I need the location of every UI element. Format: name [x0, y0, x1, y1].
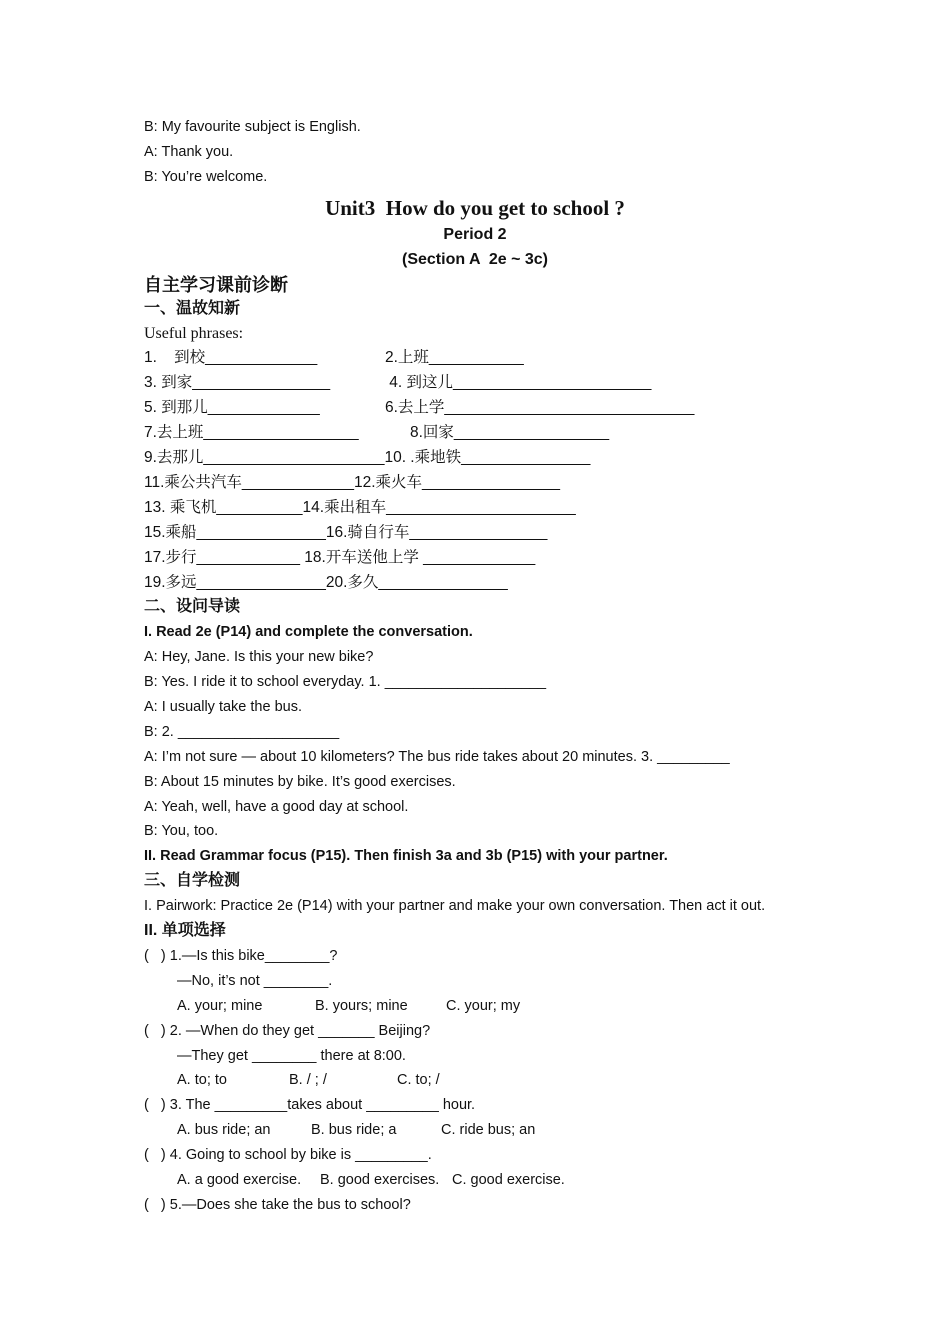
phrase-item: 17.步行____________ 18.开车送他上学 _____________: [144, 549, 536, 566]
part2-task2: II. Read Grammar focus (P15). Then finish 3a and 3b (P15) with your partner.: [144, 848, 668, 864]
section-label: (Section A 2e ~ 3c): [402, 251, 548, 268]
option: B. good exercises.: [320, 1172, 440, 1188]
phrase-item: 11.乘公共汽车_____________12.乘火车________________: [144, 474, 560, 491]
part3-task1: I. Pairwork: Practice 2e (P14) with your partner and make your own conversation. Then act it out.: [144, 898, 766, 914]
option: A. your; mine: [177, 998, 263, 1014]
dialog-line: A: I’m not sure — about 10 kilometers? The bus ride takes about 20 minutes. 3. _________: [144, 749, 730, 765]
part3-heading: 三、自学检测: [144, 872, 241, 889]
dialog-line: B: About 15 minutes by bike. It’s good exercises.: [144, 774, 456, 790]
question: ( ) 5.—Does she take the bus to school?: [144, 1197, 411, 1213]
phrase-item: 9.去那儿_____________________10. .乘地铁_______________: [144, 449, 591, 466]
dialog-line: A: Hey, Jane. Is this your new bike?: [144, 649, 374, 665]
phrase-item: 1. 到校_____________: [144, 349, 318, 366]
page-title: Unit3 How do you get to school ?: [325, 196, 625, 220]
option: A. to; to: [177, 1072, 227, 1088]
option: C. ride bus; an: [441, 1122, 536, 1138]
question: ( ) 1.—Is this bike________?: [144, 948, 338, 964]
option: A. bus ride; an: [177, 1122, 271, 1138]
phrase-item: 8.回家__________________: [410, 424, 610, 441]
phrase-item: 5. 到那儿_____________: [144, 399, 320, 416]
phrase-item: 15.乘船_______________16.骑自行车________________: [144, 524, 548, 541]
dialog-line: A: I usually take the bus.: [144, 699, 302, 715]
dialog-line: B: 2. ____________________: [144, 724, 340, 740]
question: ( ) 4. Going to school by bike is _________.: [144, 1147, 432, 1163]
question-line: —No, it’s not ________.: [177, 973, 333, 989]
part2-task1: I. Read 2e (P14) and complete the conversation.: [144, 624, 473, 640]
dialog-line: B: You, too.: [144, 823, 219, 839]
intro-line: B: You’re welcome.: [144, 169, 268, 185]
option: C. good exercise.: [452, 1172, 565, 1188]
question-line: —They get ________ there at 8:00.: [177, 1048, 406, 1064]
option: C. your; my: [446, 998, 521, 1014]
intro-line: A: Thank you.: [144, 144, 234, 160]
option: A. a good exercise.: [177, 1172, 302, 1188]
useful-phrases-label: Useful phrases:: [144, 325, 244, 342]
option: B. bus ride; a: [311, 1122, 397, 1138]
dialog-line: A: Yeah, well, have a good day at school.: [144, 799, 409, 815]
phrase-item: 19.多远_______________20.多久_______________: [144, 574, 508, 591]
part3-task2: II. 单项选择: [144, 922, 226, 939]
phrase-item: 6.去上学_____________________________: [385, 399, 695, 416]
part2-heading: 二、设问导读: [144, 598, 241, 615]
intro-line: B: My favourite subject is English.: [144, 119, 361, 135]
period-label: Period 2: [443, 226, 507, 243]
option: C. to; /: [397, 1072, 440, 1088]
phrase-item: 7.去上班__________________: [144, 424, 359, 441]
question: ( ) 3. The _________takes about _________ hour.: [144, 1097, 476, 1113]
phrase-item: 13. 乘飞机__________14.乘出租车______________________: [144, 499, 576, 516]
option: B. yours; mine: [315, 998, 408, 1014]
question: ( ) 2. —When do they get _______ Beijing?: [144, 1023, 431, 1039]
part1-heading: 一、温故知新: [144, 300, 241, 317]
phrase-item: 2.上班___________: [385, 349, 524, 366]
option: B. / ; /: [289, 1072, 327, 1088]
main-heading: 自主学习课前诊断: [144, 275, 288, 295]
phrase-item: 3. 到家________________: [144, 374, 331, 391]
phrase-item: 4. 到这儿_______________________: [385, 374, 652, 391]
dialog-line: B: Yes. I ride it to school everyday. 1. ____________________: [144, 674, 547, 690]
